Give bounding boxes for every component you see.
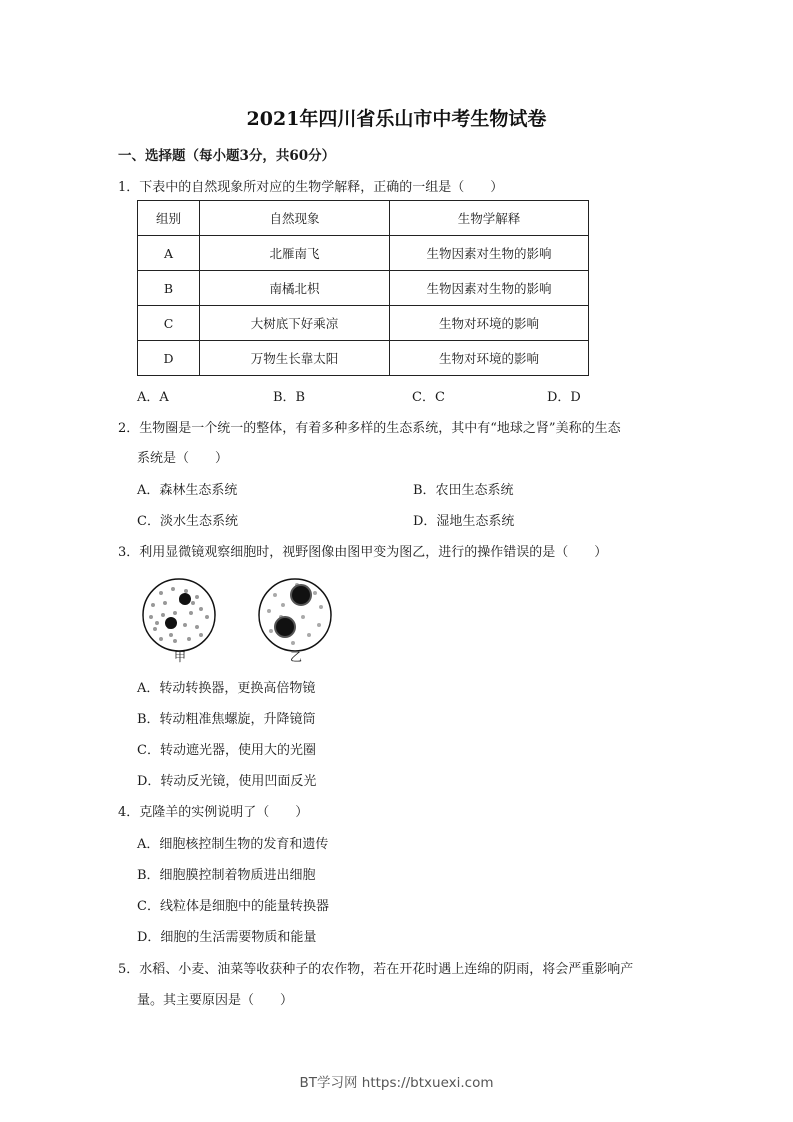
- question-5-stem: [118, 958, 633, 977]
- table-cell: 生物因素对生物的影响: [390, 271, 589, 306]
- question-text: 生物圈是一个统一的整体，有着多种多样的生态系统，其中有“地球之肾”美称的生态: [139, 421, 621, 436]
- question-1-table: [137, 200, 589, 376]
- question-text: 克隆羊的实例说明了（ ）: [139, 805, 309, 820]
- question-5-stem-cont: 量。其主要原因是（ ）: [137, 993, 294, 1008]
- question-text: 水稻、小麦、油菜等收获种子的农作物，若在开花时遇上连绵的阴雨，将会严重影响产: [139, 962, 634, 977]
- question-3-stem: [118, 541, 607, 560]
- table-cell: 生物对环境的影响: [390, 306, 589, 341]
- question-number: 5．: [118, 962, 140, 977]
- option-d: D．湿地生态系统: [413, 514, 515, 529]
- figure-label-jia: 甲: [174, 650, 187, 664]
- question-2-stem: [118, 417, 621, 436]
- option-b: B．农田生态系统: [413, 483, 514, 498]
- table-cell: D: [138, 341, 200, 376]
- table-cell: 万物生长靠太阳: [200, 341, 390, 376]
- question-number: 4．: [118, 805, 140, 820]
- table-row: [138, 306, 589, 341]
- option-a: A．A: [137, 390, 169, 405]
- section-heading: 一、选择题（每小题3分，共60分）: [118, 148, 336, 164]
- question-2-stem-cont: 系统是（ ）: [137, 451, 229, 466]
- option-d: D．细胞的生活需要物质和能量: [137, 930, 317, 945]
- table-cell: 北雁南飞: [200, 236, 390, 271]
- option-b: B．B: [273, 390, 306, 405]
- table-cell: A: [138, 236, 200, 271]
- table-row: [138, 236, 589, 271]
- table-header: 组别: [138, 201, 200, 236]
- table-header-row: [138, 201, 589, 236]
- table-cell: C: [138, 306, 200, 341]
- option-b: B．细胞膜控制着物质进出细胞: [137, 868, 316, 883]
- microscope-view-yi-figure: [257, 577, 335, 653]
- option-a: A．森林生态系统: [137, 483, 238, 498]
- table-row: [138, 271, 589, 306]
- footer-watermark: BT学习网 https://btxuexi.com: [299, 1075, 494, 1091]
- table-cell: 生物因素对生物的影响: [390, 236, 589, 271]
- question-text: 下表中的自然现象所对应的生物学解释，正确的一组是（ ）: [139, 180, 504, 195]
- table-row: [138, 341, 589, 376]
- question-text: 利用显微镜观察细胞时，视野图像由图甲变为图乙，进行的操作错误的是（ ）: [139, 545, 608, 560]
- table-cell: 大树底下好乘凉: [200, 306, 390, 341]
- option-c: C．转动遮光器，使用大的光圈: [137, 743, 316, 758]
- option-c: C．淡水生态系统: [137, 514, 238, 529]
- option-c: C．线粒体是细胞中的能量转换器: [137, 899, 329, 914]
- figure-label-yi: 乙: [290, 650, 303, 664]
- option-d: D．转动反光镜，使用凹面反光: [137, 774, 317, 789]
- question-4-stem: [118, 801, 308, 820]
- microscope-view-jia-figure: [141, 577, 219, 653]
- option-a: A．细胞核控制生物的发育和遗传: [137, 837, 329, 852]
- table-cell: 南橘北枳: [200, 271, 390, 306]
- option-c: C．C: [412, 390, 445, 405]
- option-b: B．转动粗准焦螺旋，升降镜筒: [137, 712, 316, 727]
- option-a: A．转动转换器，更换高倍物镜: [137, 681, 316, 696]
- table-cell: B: [138, 271, 200, 306]
- question-1-stem: [118, 176, 503, 195]
- document-title: 2021年四川省乐山市中考生物试卷: [246, 108, 547, 130]
- question-number: 2．: [118, 421, 140, 436]
- table-header: 自然现象: [200, 201, 390, 236]
- question-number: 3．: [118, 545, 140, 560]
- table-cell: 生物对环境的影响: [390, 341, 589, 376]
- table-header: 生物学解释: [390, 201, 589, 236]
- question-number: 1．: [118, 180, 140, 195]
- option-d: D．D: [547, 390, 581, 405]
